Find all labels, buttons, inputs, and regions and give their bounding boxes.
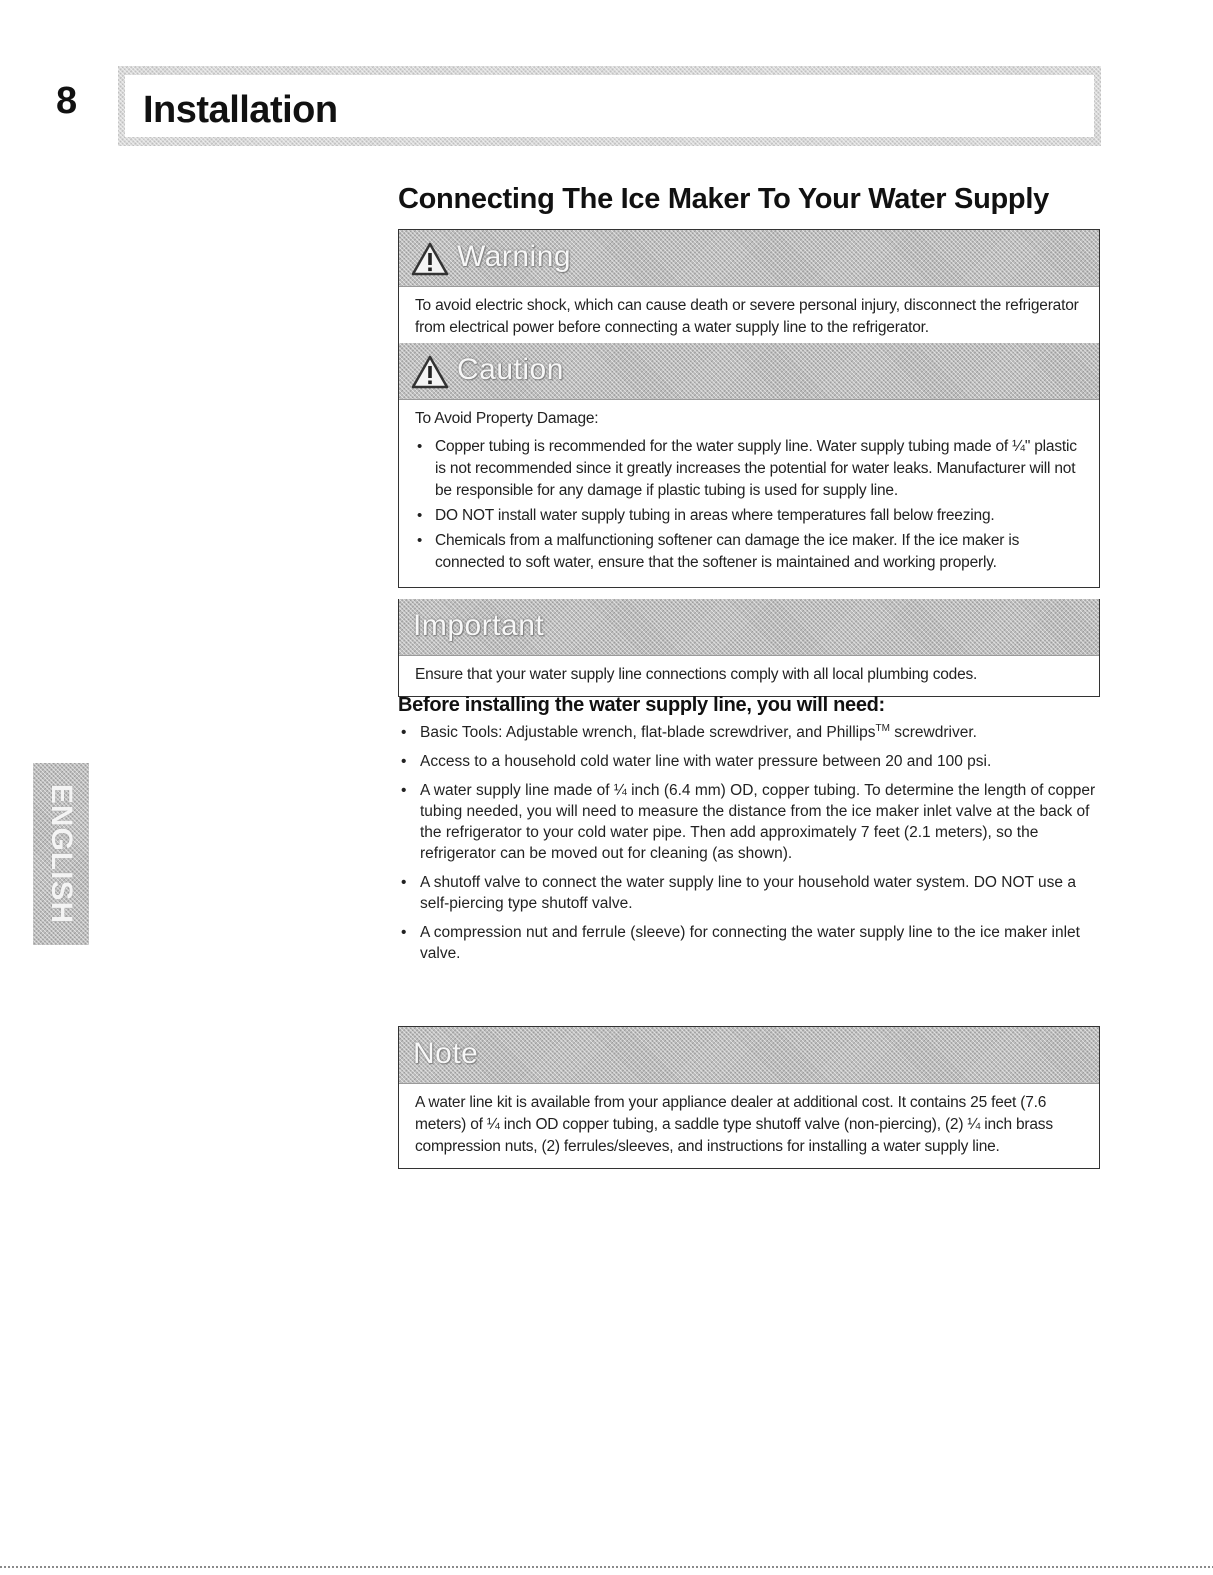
caution-band [399, 343, 1099, 400]
note-body [399, 1084, 1099, 1168]
warning-body [399, 287, 1099, 349]
note-band [399, 1027, 1099, 1084]
note-text: A water line kit is available from your appliance dealer at additional cost. It contains 25 feet (7.6 meters) of ¼ inch OD copper tubing, a saddle type shutoff valve (non-piercing), (2) ¼ inch brass compression nuts, (2) ferrules/sleeves, and instructions for installing a water supply line. [415, 1094, 1053, 1155]
list-item: • A compression nut and ferrule (sleeve) for connecting the water supply line to the ice maker inlet valve. [398, 922, 1098, 964]
caution-label: Caution [457, 353, 564, 386]
warning-band [399, 230, 1099, 287]
header-bar [118, 66, 1101, 146]
language-side-tab [33, 763, 89, 945]
requirements-list [398, 722, 1098, 972]
requirement-text: Basic Tools: Adjustable wrench, flat-blade screwdriver, and Phillips [420, 724, 876, 741]
important-box [398, 599, 1100, 697]
language-side-tab-label: ENGLISH [45, 783, 78, 925]
caution-triangle-icon [411, 355, 449, 389]
page-number: 8 [56, 80, 78, 122]
chapter-title: Installation [143, 89, 338, 131]
warning-text: To avoid electric shock, which can cause death or severe personal injury, disconnect the refrigerator from electrical power before connecting a water supply line to the refrigerator. [415, 297, 1079, 336]
caution-intro: To Avoid Property Damage: [415, 410, 599, 427]
list-item: • A shutoff valve to connect the water supply line to your household water system. DO NOT use a self-piercing type shutoff valve. [398, 872, 1098, 914]
note-label: Note [413, 1037, 479, 1070]
important-text: Ensure that your water supply line connections comply with all local plumbing codes. [415, 666, 978, 683]
trademark-mark: TM [875, 722, 890, 734]
list-item: • A water supply line made of ¼ inch (6.4 mm) OD, copper tubing. To determine the length of copper tubing needed, you will need to measure the distance from the ice maker inlet valve at the back of the refrigerator to your cold water pipe. Then add approximately 7 feet (2.1 meters), so the refrigerator can be moved out for cleaning (as shown). [398, 780, 1098, 864]
list-item: • Copper tubing is recommended for the water supply line. Water supply tubing made of ¼" plastic is not recommended since it greatly increases the potential for water leaks. Manufacturer will not be responsible for any damage if plastic tubing is used for supply line. [415, 436, 1083, 502]
list-item: • Access to a household cold water line with water pressure between 20 and 100 psi. [398, 751, 1098, 772]
requirements-heading: Before installing the water supply line, you will need: [398, 694, 885, 716]
warning-box [398, 229, 1100, 350]
caution-list [415, 436, 1083, 574]
footer-rule [0, 1566, 1213, 1568]
caution-body [399, 400, 1099, 587]
list-item [398, 722, 1098, 743]
warning-triangle-icon [411, 242, 449, 276]
important-body [399, 656, 1099, 696]
section-title: Connecting The Ice Maker To Your Water Supply [398, 183, 1049, 215]
requirement-text-end: screwdriver. [889, 724, 977, 741]
note-box [398, 1026, 1100, 1169]
warning-label: Warning [457, 240, 572, 273]
important-band [399, 599, 1099, 656]
list-item: • DO NOT install water supply tubing in areas where temperatures fall below freezing. [415, 505, 1083, 527]
header-inner [125, 75, 1094, 137]
important-label: Important [413, 609, 545, 642]
list-item: • Chemicals from a malfunctioning softener can damage the ice maker. If the ice maker is connected to soft water, ensure that the softener is maintained and working properly. [415, 530, 1083, 574]
caution-box [398, 343, 1100, 588]
